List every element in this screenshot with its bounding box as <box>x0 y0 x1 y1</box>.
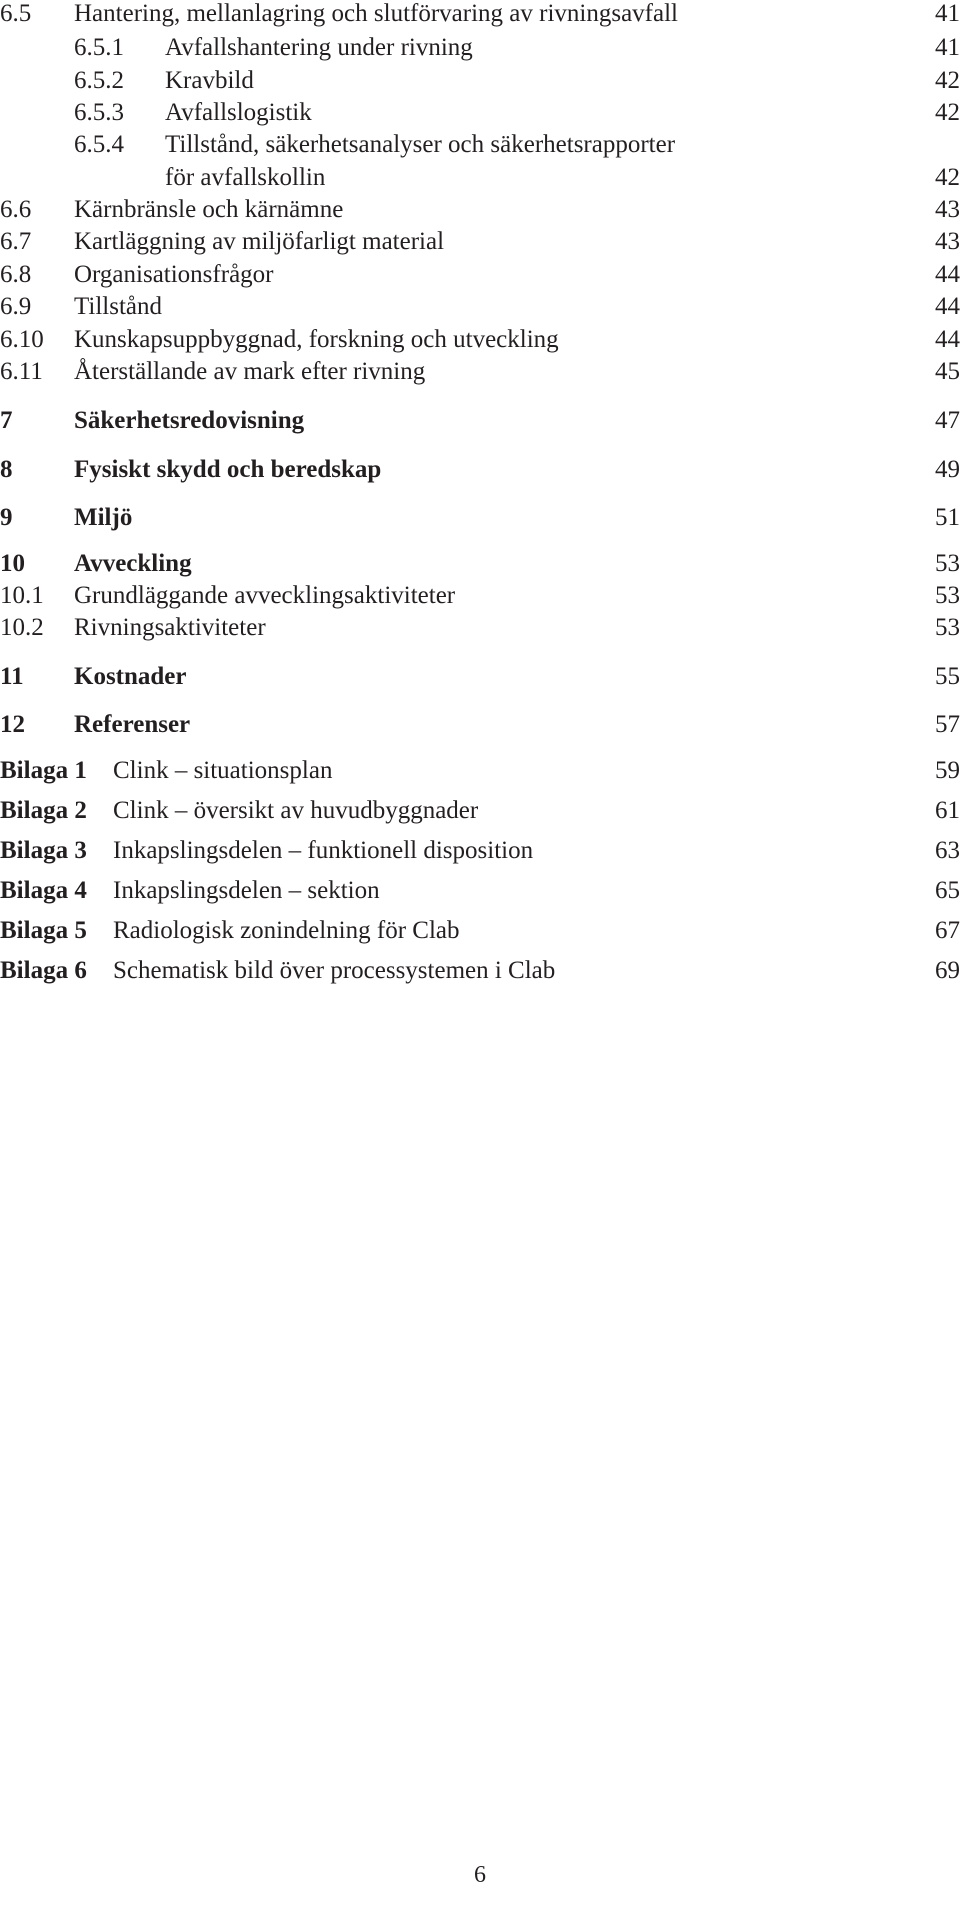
page-number: 6 <box>474 1862 486 1888</box>
toc-entry[interactable] <box>0 611 960 645</box>
toc-entry-page: 53 <box>935 582 960 609</box>
toc-entry-title: Avfallshantering under rivning <box>165 34 473 61</box>
toc-entry-continuation[interactable] <box>0 161 960 195</box>
toc-entry[interactable] <box>0 355 960 389</box>
toc-appendix-page: 69 <box>935 957 960 984</box>
toc-chapter[interactable] <box>0 660 960 694</box>
toc-entry[interactable] <box>0 96 960 130</box>
toc-appendix-page: 63 <box>935 837 960 864</box>
toc-entry-page: 44 <box>935 326 960 353</box>
toc-entry-page: 43 <box>935 228 960 255</box>
toc-entry-title: Kravbild <box>165 67 254 94</box>
toc-appendix[interactable] <box>0 954 960 988</box>
toc-entry[interactable] <box>0 290 960 324</box>
toc-entry-title: Kärnbränsle och kärnämne <box>74 196 344 223</box>
toc-chapter-title: Kostnader <box>74 663 187 690</box>
toc-entry[interactable] <box>0 0 960 31</box>
toc-entry-page: 41 <box>935 34 960 61</box>
toc-chapter-page: 53 <box>935 550 960 577</box>
toc-chapter[interactable] <box>0 501 960 535</box>
toc-entry-page: 43 <box>935 196 960 223</box>
toc-appendix-label: Bilaga 5 <box>0 917 87 944</box>
toc-entry-number: 6.6 <box>0 196 32 223</box>
toc-appendix-label: Bilaga 6 <box>0 957 87 984</box>
toc-entry-title: Tillstånd <box>74 293 163 320</box>
toc-appendix-page: 59 <box>935 757 960 784</box>
toc-entry-page: 42 <box>935 99 960 126</box>
toc-entry-title: Kartläggning av miljöfarligt material <box>74 228 445 255</box>
toc-entry-title: Organisationsfrågor <box>74 261 274 288</box>
toc-chapter-title: Miljö <box>74 504 133 531</box>
toc-entry[interactable] <box>0 193 960 227</box>
toc-entry-number: 6.10 <box>0 326 44 353</box>
toc-entry-title: för avfallskollin <box>165 164 326 191</box>
toc-entry-page: 41 <box>935 0 960 27</box>
toc-chapter-title: Säkerhetsredovisning <box>74 407 305 434</box>
toc-chapter-page: 47 <box>935 407 960 434</box>
toc-entry-title: Rivningsaktiviteter <box>74 614 266 641</box>
toc-entry-number: 6.5 <box>0 0 32 27</box>
toc-entry[interactable] <box>0 128 960 162</box>
toc-entry[interactable] <box>0 225 960 259</box>
toc-chapter[interactable] <box>0 404 960 438</box>
toc-entry-page: 45 <box>935 358 960 385</box>
toc-entry-number: 6.5.2 <box>74 67 124 94</box>
toc-appendix[interactable] <box>0 874 960 908</box>
toc-entry-title: Återställande av mark efter rivning <box>74 358 426 385</box>
toc-appendix-label: Bilaga 3 <box>0 837 87 864</box>
toc-appendix-page: 67 <box>935 917 960 944</box>
toc-entry-page: 44 <box>935 261 960 288</box>
toc-chapter-page: 57 <box>935 711 960 738</box>
toc-entry-title: Hantering, mellanlagring och slutförvaring av rivningsavfall <box>74 0 678 27</box>
toc-chapter-page: 49 <box>935 456 960 483</box>
toc-appendix-page: 61 <box>935 797 960 824</box>
toc-appendix-title: Clink – översikt av huvudbyggnader <box>113 797 479 824</box>
toc-entry[interactable] <box>0 323 960 357</box>
toc-entry-title: Grundläggande avvecklingsaktiviteter <box>74 582 456 609</box>
toc-entry-number: 6.5.4 <box>74 131 124 158</box>
toc-appendix-title: Inkapslingsdelen – funktionell disposition <box>113 837 534 864</box>
toc-appendix-label: Bilaga 4 <box>0 877 87 904</box>
toc-chapter-number: 11 <box>0 663 24 690</box>
toc-appendix-page: 65 <box>935 877 960 904</box>
toc-chapter[interactable] <box>0 547 960 581</box>
toc-entry[interactable] <box>0 258 960 292</box>
toc-appendix[interactable] <box>0 834 960 868</box>
toc-appendix[interactable] <box>0 754 960 788</box>
toc-entry-number: 6.5.1 <box>74 34 124 61</box>
toc-chapter-title: Avveckling <box>74 550 192 577</box>
toc-chapter-number: 8 <box>0 456 13 483</box>
toc-appendix-title: Radiologisk zonindelning för Clab <box>113 917 460 944</box>
toc-chapter-title: Referenser <box>74 711 191 738</box>
toc-entry-title: Tillstånd, säkerhetsanalyser och säkerhetsrapporter <box>165 131 676 158</box>
toc-entry-number: 6.7 <box>0 228 32 255</box>
toc-appendix-label: Bilaga 1 <box>0 757 87 784</box>
toc-appendix[interactable] <box>0 914 960 948</box>
toc-appendix-label: Bilaga 2 <box>0 797 87 824</box>
toc-entry-page: 53 <box>935 614 960 641</box>
toc-entry-title: Kunskapsuppbyggnad, forskning och utveckling <box>74 326 559 353</box>
toc-entry-page: 42 <box>935 67 960 94</box>
toc-chapter[interactable] <box>0 453 960 487</box>
toc-entry-number: 10.1 <box>0 582 44 609</box>
toc-entry[interactable] <box>0 64 960 98</box>
toc-chapter[interactable] <box>0 708 960 742</box>
toc-entry-number: 10.2 <box>0 614 44 641</box>
toc-chapter-number: 10 <box>0 550 25 577</box>
toc-entry-title: Avfallslogistik <box>165 99 312 126</box>
toc-appendix-title: Schematisk bild över processystemen i Clab <box>113 957 556 984</box>
toc-appendix-title: Clink – situationsplan <box>113 757 333 784</box>
toc-entry[interactable] <box>0 31 960 65</box>
toc-entry-number: 6.5.3 <box>74 99 124 126</box>
toc-entry-page: 42 <box>935 164 960 191</box>
toc-chapter-number: 12 <box>0 711 25 738</box>
toc-entry-number: 6.11 <box>0 358 43 385</box>
toc-entry-page: 44 <box>935 293 960 320</box>
toc-entry[interactable] <box>0 579 960 613</box>
toc-chapter-page: 55 <box>935 663 960 690</box>
toc-appendix-title: Inkapslingsdelen – sektion <box>113 877 380 904</box>
toc-chapter-number: 7 <box>0 407 13 434</box>
toc-chapter-page: 51 <box>935 504 960 531</box>
toc-entry-number: 6.8 <box>0 261 32 288</box>
toc-appendix[interactable] <box>0 794 960 828</box>
toc-chapter-title: Fysiskt skydd och beredskap <box>74 456 382 483</box>
toc-chapter-number: 9 <box>0 504 13 531</box>
toc-entry-number: 6.9 <box>0 293 32 320</box>
